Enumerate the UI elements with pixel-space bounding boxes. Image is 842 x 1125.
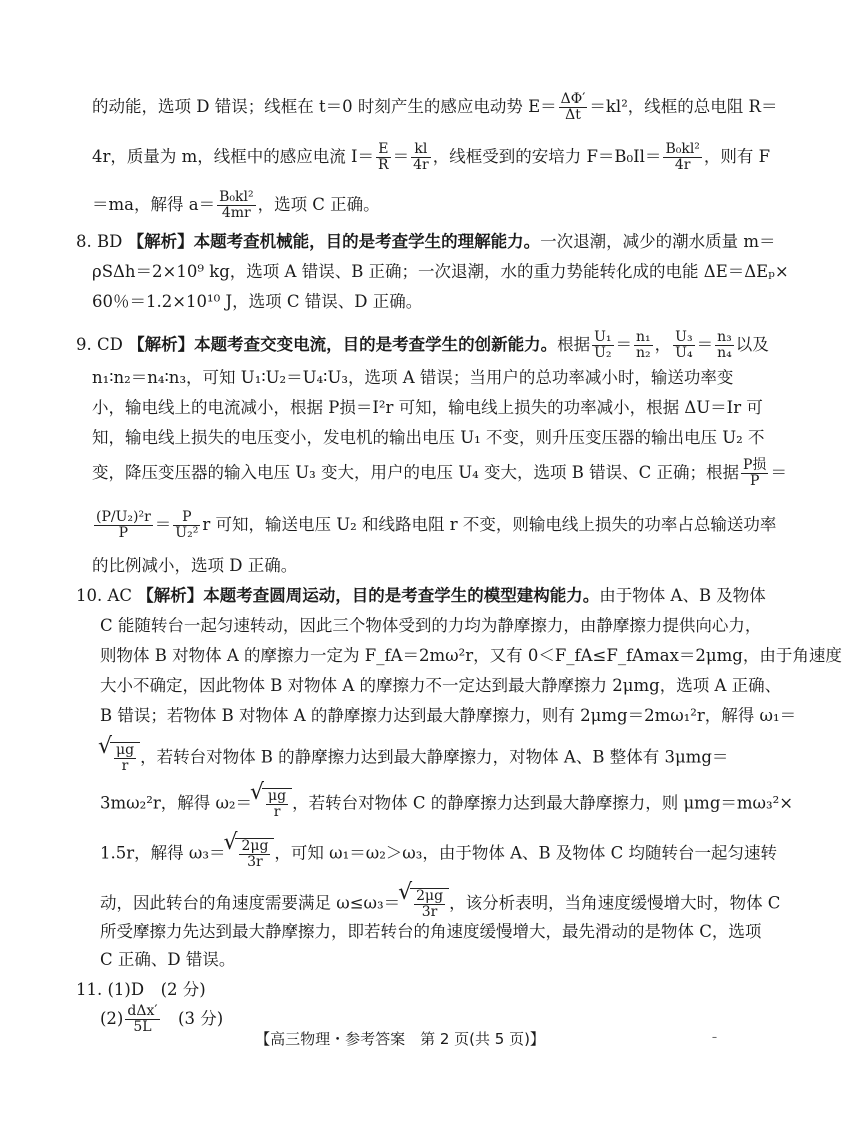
fraction-numerator: n₃ xyxy=(717,329,732,345)
fraction xyxy=(239,839,270,870)
text-run: 由于物体 A、B 及物体 xyxy=(599,586,766,605)
text-run: 小，输电线上的电流减小，根据 P损＝I²r 可知，输电线上损失的功率减小，根据 ΔU＝Ir 可 xyxy=(92,398,763,417)
question-9-line-6 xyxy=(92,509,777,541)
text-run: (3 分) xyxy=(161,1009,224,1028)
text-run: ，则有 F xyxy=(703,147,771,166)
text-run: ，若转台对物体 B 的静摩擦力达到最大静摩擦力，对物体 A、B 整体有 3μmg＝ xyxy=(140,747,729,767)
question-10-line-7 xyxy=(100,788,794,820)
fraction-denominator: U₄ xyxy=(675,345,693,361)
analysis-tag: 【解析】本题考查机械能，目的是考查学生的理解能力。 xyxy=(127,232,541,251)
question-9-line-3 xyxy=(92,398,763,418)
fraction-numerator: dΔx′ xyxy=(127,1003,158,1019)
fraction-numerator: √ 2μg xyxy=(241,838,269,854)
question-number: 8. BD xyxy=(76,232,123,251)
fraction-denominator: Δt xyxy=(565,107,581,123)
text-run: ρSΔh＝2×10⁹ kg，选项 A 错误、B 正确；一次退潮，水的重力势能转化成的电能 ΔE＝ΔEₚ× xyxy=(92,262,789,281)
text-run: 则物体 B 对物体 A 的摩擦力一定为 F_fA＝2mω²r，又有 0＜F_fA≤F_fAmax＝2μmg，由于角速度 xyxy=(100,646,842,665)
fraction xyxy=(663,142,701,173)
question-10-line-2 xyxy=(100,616,762,636)
fraction-numerator: P损 xyxy=(743,457,767,473)
fraction-denominator: U₂² xyxy=(175,525,199,541)
fraction-denominator: 3r xyxy=(421,904,438,920)
fraction xyxy=(217,190,255,221)
text-run: ，选项 C 正确。 xyxy=(257,195,380,214)
fraction-numerator: B₀kl² xyxy=(665,141,700,157)
question-10-line-9 xyxy=(100,888,781,920)
fraction-numerator: U₃ xyxy=(675,329,693,345)
question-number: 10. AC xyxy=(76,586,133,605)
question-10-line-6 xyxy=(100,742,728,774)
question-10-line-10 xyxy=(100,922,762,942)
fraction-denominator: 4r xyxy=(413,157,429,173)
fraction xyxy=(266,789,288,820)
fraction-denominator: P xyxy=(118,525,129,541)
fraction-numerator: U₁ xyxy=(594,329,612,345)
fraction-numerator: (P/U₂)²r xyxy=(96,509,151,525)
fraction-denominator: 4r xyxy=(674,157,691,173)
text-run: n₁∶n₂＝n₄∶n₃，可知 U₁∶U₂＝U₄∶U₃，选项 A 错误；当用户的总功率减小时，输送功率变 xyxy=(92,368,734,387)
text-run: r 可知，输送电压 U₂ 和线路电阻 r 不变，则输电线上损失的功率占总输送功率 xyxy=(202,515,777,534)
fraction-denominator: r xyxy=(273,804,281,820)
text-run: ，可知 ω₁＝ω₂＞ω₃，由于物体 A、B 及物体 C 均随转台一起匀速转 xyxy=(274,843,778,863)
question-9-line-4 xyxy=(92,428,765,448)
fraction-numerator: kl xyxy=(411,142,431,158)
fraction-denominator: R xyxy=(378,157,389,173)
text-run: (2) xyxy=(100,1009,124,1028)
fraction xyxy=(634,330,653,361)
text-run: 以及 xyxy=(735,335,769,354)
text-run: 变，降压变压器的输入电压 U₃ 变大，用户的电压 U₄ 变大，选项 B 错误、C 正确；根据 xyxy=(92,463,740,482)
text-run: ，线框受到的安培力 F＝B₀Il＝ xyxy=(432,147,662,166)
question-8-line-2 xyxy=(92,262,789,282)
fraction xyxy=(94,510,153,541)
question-number: 11. (1)D (2 分) xyxy=(76,980,206,999)
fraction xyxy=(715,330,734,361)
fraction xyxy=(673,330,694,361)
text-run: 动，因此转台的角速度需要满足 ω≤ω₃＝ xyxy=(100,893,401,913)
text-run: ＝ xyxy=(770,463,787,482)
text-run: 3mω₂²r，解得 ω₂＝ xyxy=(100,793,253,813)
text-run: ＝kl²，线框的总电阻 R＝ xyxy=(589,97,778,116)
fraction xyxy=(414,889,445,920)
fraction-denominator: n₂ xyxy=(636,345,651,361)
page-footer: 【高三物理・参考答案 第 2 页(共 5 页)】 xyxy=(255,1030,545,1048)
fraction xyxy=(411,142,431,173)
text-run: ＝ xyxy=(154,515,172,534)
question-9-line-5 xyxy=(92,457,787,489)
fraction-numerator: P xyxy=(173,510,200,526)
text-run: 一次退潮，减少的潮水质量 m＝ xyxy=(540,232,776,251)
question-10-line-11 xyxy=(100,950,728,970)
square-root xyxy=(110,742,140,774)
text-run: 的动能，选项 D 错误；线框在 t＝0 时刻产生的感应电动势 E＝ xyxy=(92,97,557,116)
fraction-denominator: U₂ xyxy=(594,345,612,361)
fraction-numerator: √ 2μg xyxy=(416,888,444,904)
text-run: 大小不确定，因此物体 B 对物体 A 的摩擦力不一定达到最大静摩擦力 2μmg，选项 A 正确、 xyxy=(100,676,782,695)
question-10-line-3 xyxy=(100,646,842,666)
question-11-line-1 xyxy=(76,980,728,1000)
text-run: 的比例减小，选项 D 正确。 xyxy=(92,556,298,575)
question-10-line-4 xyxy=(100,676,782,696)
fraction-denominator: P xyxy=(750,473,760,489)
fraction xyxy=(114,743,136,774)
fraction-denominator: 4mr xyxy=(221,205,251,221)
square-root xyxy=(235,838,274,870)
text-run: 所受摩擦力先达到最大静摩擦力，即若转台的角速度缓慢增大，最先滑动的是物体 C，选项 xyxy=(100,922,762,941)
text-run: ，若转台对物体 C 的静摩擦力达到最大静摩擦力，则 μmg＝mω₃²× xyxy=(292,793,794,813)
fraction-numerator: √ μg xyxy=(116,742,135,758)
fraction-numerator: B₀kl² xyxy=(219,189,254,205)
text-run: 60％＝1.2×10¹⁰ J，选项 C 错误、D 正确。 xyxy=(92,292,423,311)
square-root xyxy=(410,888,449,920)
fraction-numerator: E xyxy=(376,142,391,158)
text-run: ＝ xyxy=(392,147,410,166)
fraction xyxy=(592,330,613,361)
text-run: 1.5r，解得 ω₃＝ xyxy=(100,843,226,863)
fraction-numerator: n₁ xyxy=(636,329,651,345)
text-run: ，该分析表明，当角速度缓慢增大时，物体 C xyxy=(449,893,781,913)
corner-mark: – xyxy=(712,1032,717,1043)
text-run: 知，输电线上损失的电压变小，发电机的输出电压 U₁ 不变，则升压变压器的输出电压 U₂ 不 xyxy=(92,428,765,447)
square-root xyxy=(262,788,292,820)
fraction-denominator: 5L xyxy=(133,1019,152,1035)
question-number: 9. CD xyxy=(76,335,123,354)
question-9-line-1: 9. CD 【解析】本题考查交变电流，目的是考查学生的创新能力。根据 $\frac{\text{U₁}}{\text{U₂}}$ ＝ $\frac{\text{n₁}}{\text{n₂}}$ ， $\frac{\text{U₃}}{\text{U₄}}$ ＝ $\frac{\text{n₃}}{\text{n₄}}$ 以及 xyxy=(76,329,769,361)
text-run: ＝ma，解得 a＝ xyxy=(92,195,216,214)
text-run: 4r，质量为 m，线框中的感应电流 I＝ xyxy=(92,147,375,166)
question-9-line-7 xyxy=(92,556,728,576)
fraction xyxy=(173,510,200,541)
fraction-denominator: r xyxy=(121,758,129,774)
question-9-line-2 xyxy=(92,368,734,388)
analysis-tag: 【解析】本题考查交变电流，目的是考查学生的创新能力。 xyxy=(128,335,558,354)
text-run: B 错误；若物体 B 对物体 A 的静摩擦力达到最大静摩擦力，则有 2μmg＝2mω₁²r，解得 ω₁＝ xyxy=(100,706,797,725)
text-line xyxy=(92,190,728,221)
fraction xyxy=(376,142,391,173)
text-line xyxy=(92,91,778,123)
text-run: 根据 xyxy=(557,335,591,354)
fraction-denominator: n₄ xyxy=(717,345,732,361)
question-10-line-8 xyxy=(100,838,778,870)
fraction xyxy=(559,92,588,123)
fraction xyxy=(741,458,768,489)
analysis-tag: 【解析】本题考查圆周运动，目的是考查学生的模型建构能力。 xyxy=(137,586,600,605)
question-8-line-1 xyxy=(76,232,776,252)
text-run: C 正确、D 错误。 xyxy=(100,950,236,969)
fraction-numerator: ΔΦ′ xyxy=(560,91,586,107)
question-10-line-5 xyxy=(100,706,797,726)
text-line xyxy=(92,141,771,173)
fraction-numerator: √ μg xyxy=(268,788,287,804)
question-10-line-1 xyxy=(76,586,766,606)
text-run: C 能随转台一起匀速转动，因此三个物体受到的力均为静摩擦力，由静摩擦力提供向心力， xyxy=(100,616,762,635)
fraction-denominator: 3r xyxy=(247,854,263,870)
question-8-line-3 xyxy=(92,292,728,312)
